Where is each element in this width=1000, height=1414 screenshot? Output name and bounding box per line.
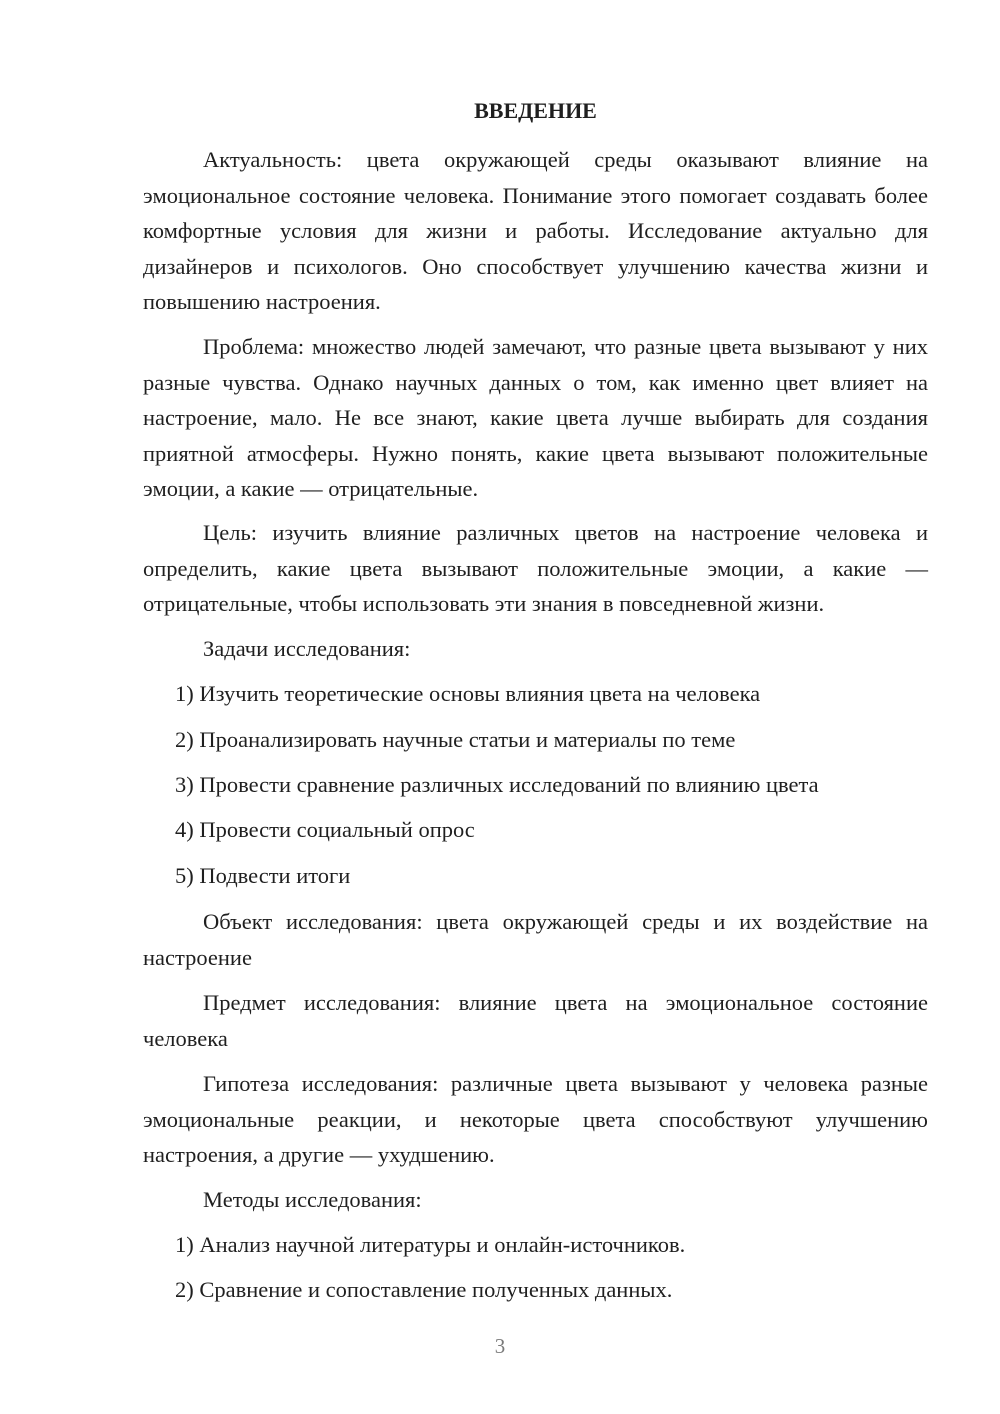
object-paragraph: Объект исследования: цвета окружающей среды и их воздействие на настроение: [143, 909, 928, 970]
methods-title: Методы исследования:: [203, 1187, 422, 1212]
page-number: 3: [494, 1334, 506, 1358]
hypothesis-paragraph: Гипотеза исследования: различные цвета вызывают у человека разные эмоциональные реакции, и некоторые цвета способствуют улучшению настроения, а другие — ухудшению.: [143, 1071, 928, 1167]
task-item: 1) Изучить теоретические основы влияния цвета на человека: [175, 681, 761, 706]
task-item: 5) Подвести итоги: [175, 863, 351, 888]
tasks-title: Задачи исследования:: [203, 636, 411, 661]
goal-paragraph: Цель: изучить влияние различных цветов на настроение человека и определить, какие цвета вызывают положительные эмоции, а какие — отрицательные, чтобы использовать эти знания в повседневной жизни.: [143, 520, 928, 616]
method-item: 1) Анализ научной литературы и онлайн-источников.: [175, 1232, 686, 1257]
task-item: 2) Проанализировать научные статьи и материалы по теме: [175, 727, 736, 752]
task-item: 3) Провести сравнение различных исследований по влиянию цвета: [175, 772, 819, 797]
problem-paragraph: Проблема: множество людей замечают, что разные цвета вызывают у них разные чувства. Однако научных данных о том, как именно цвет влияет на настроение, мало. Не все знают, какие цвета лучше выбирать для создания приятной атмосферы. Нужно понять, какие цвета вызывают положительные эмоции, а какие — отрицательные.: [143, 334, 928, 501]
section-heading: ВВЕДЕНИЕ: [474, 98, 597, 123]
task-item: 4) Провести социальный опрос: [175, 817, 475, 842]
subject-paragraph: Предмет исследования: влияние цвета на эмоциональное состояние человека: [143, 990, 928, 1051]
relevance-paragraph: Актуальность: цвета окружающей среды оказывают влияние на эмоциональное состояние человека. Понимание этого помогает создавать более комфортные условия для жизни и работы. Исследование актуально для дизайнеров и психологов. Оно способствует улучшению качества жизни и повышению настроения.: [143, 147, 928, 314]
method-item: 2) Сравнение и сопоставление полученных данных.: [175, 1277, 673, 1302]
